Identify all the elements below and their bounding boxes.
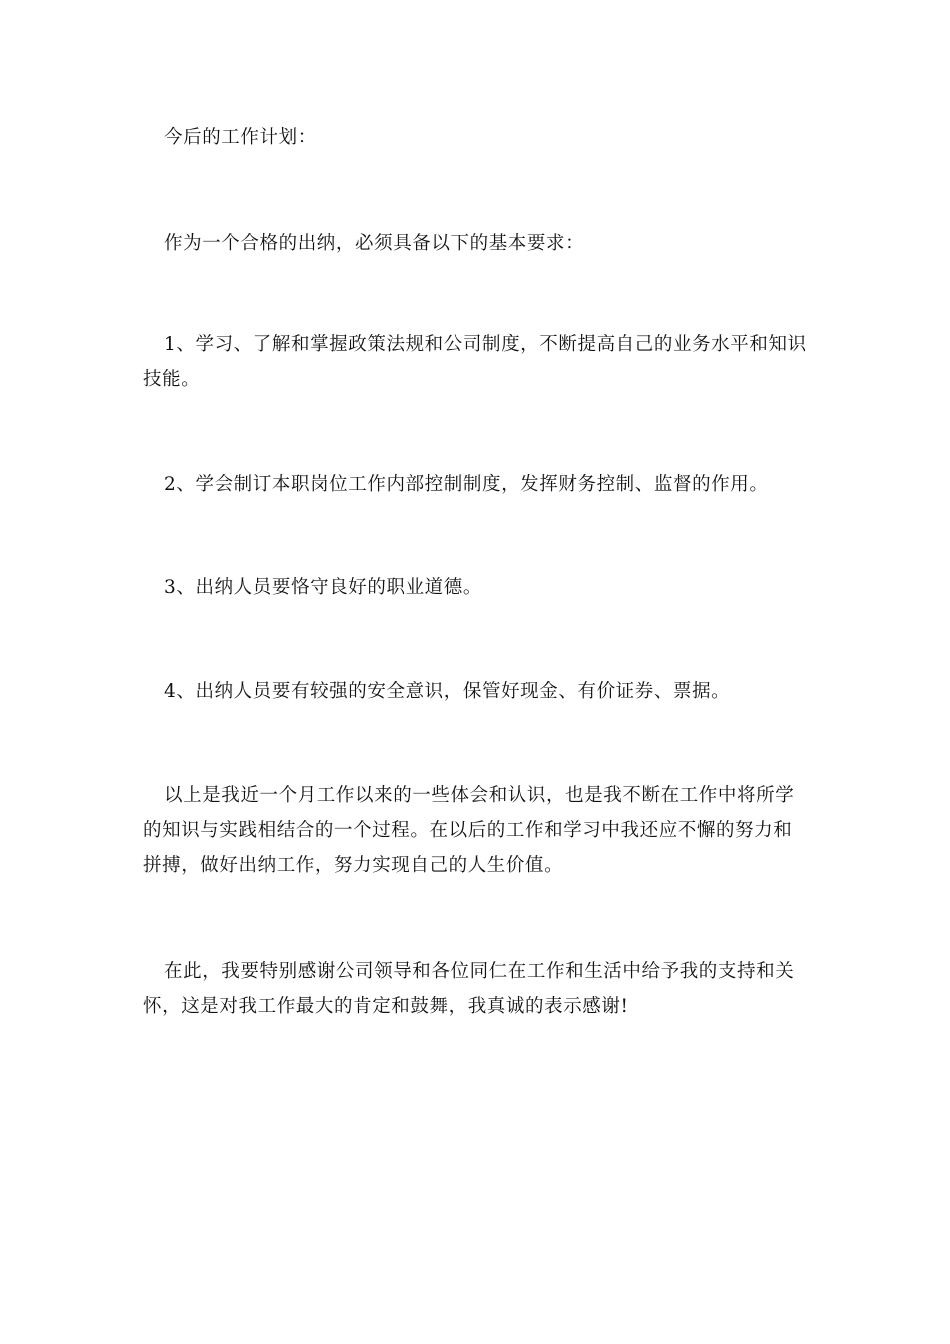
paragraph-line: 怀，这是对我工作最大的肯定和鼓舞，我真诚的表示感谢! — [143, 996, 629, 1017]
paragraph-thanks — [143, 954, 823, 1024]
paragraph-summary — [143, 778, 823, 883]
list-item-2 — [143, 467, 823, 502]
paragraph-line: 3、出纳人员要恪守良好的职业道德。 — [164, 577, 482, 598]
paragraph-line: 作为一个合格的出纳，必须具备以下的基本要求： — [164, 233, 585, 254]
list-item-3 — [143, 570, 823, 605]
paragraph-line: 在此，我要特别感谢公司领导和各位同仁在工作和生活中给予我的支持和关 — [164, 961, 795, 982]
paragraph-line: 1、学习、了解和掌握政策法规和公司制度，不断提高自己的业务水平和知识 — [164, 334, 807, 355]
paragraph-line: 以上是我近一个月工作以来的一些体会和认识，也是我不断在工作中将所学 — [164, 785, 795, 806]
list-item-4 — [143, 674, 823, 709]
paragraph-line: 今后的工作计划： — [164, 127, 317, 148]
paragraph-line: 4、出纳人员要有较强的安全意识，保管好现金、有价证券、票据。 — [164, 681, 731, 702]
paragraph-requirements-intro — [143, 226, 823, 261]
paragraph-line: 技能。 — [143, 369, 201, 390]
paragraph-line: 2、学会制订本职岗位工作内部控制制度，发挥财务控制、监督的作用。 — [164, 474, 769, 495]
section-heading-work-plan — [143, 120, 823, 155]
paragraph-line: 的知识与实践相结合的一个过程。在以后的工作和学习中我还应不懈的努力和 — [143, 820, 793, 841]
list-item-1 — [143, 327, 823, 397]
paragraph-line: 拼搏，做好出纳工作，努力实现自己的人生价值。 — [143, 855, 564, 876]
